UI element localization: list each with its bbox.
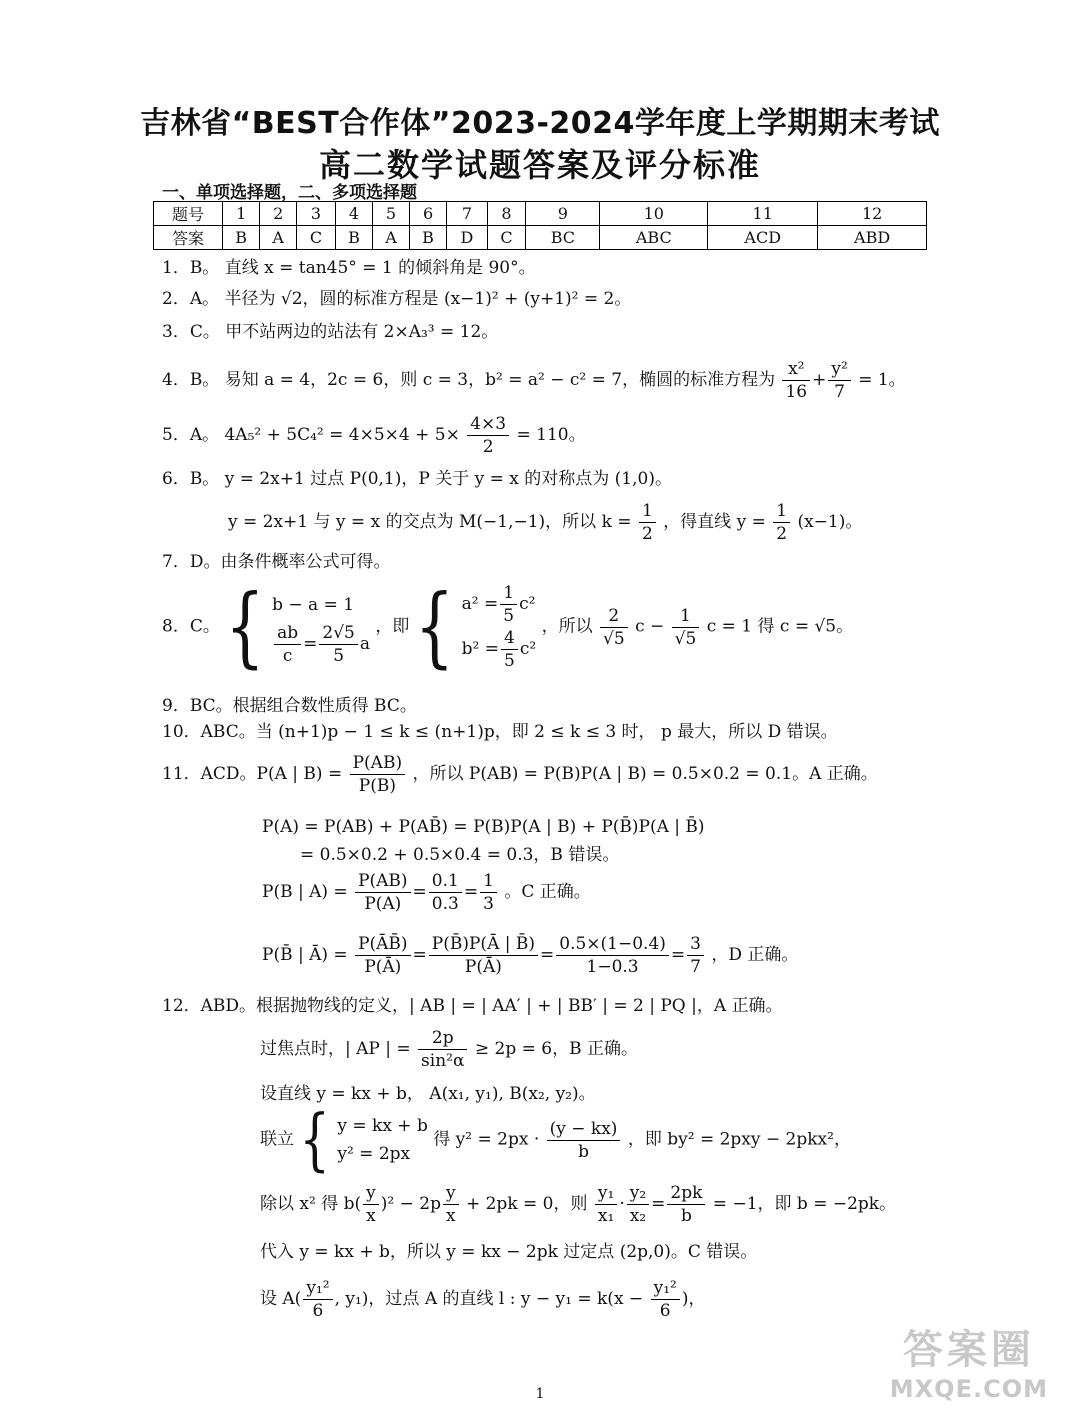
solution-12-line7 (260, 1277, 705, 1322)
solution-6-line2 (228, 500, 862, 545)
solution-8-text: ，所以 (541, 616, 593, 637)
table-header-answer: 答案 (154, 226, 223, 250)
solution-2: 2．A。 半径为 √2，圆的标准方程是 (x−1)² + (y+1)² = 2。 (162, 289, 632, 309)
fraction: $\frac{1}{5}$ (500, 582, 517, 627)
table-cell: D (447, 226, 487, 250)
table-cell: 2 (260, 202, 297, 226)
fraction: $\frac{1}{√5}$ (672, 605, 700, 650)
fraction: $\frac{\text{y₁²}}{6}$ (303, 1277, 332, 1322)
fraction: $\frac{y}{x}$ (443, 1182, 459, 1227)
solution-12-text: , y₁)，过点 A 的直线 l : y − y₁ = k(x − (334, 1289, 644, 1309)
solution-11-line1 (162, 752, 878, 797)
solution-5-text: 5．A。 4A₅² + 5C₄² = 4×5×4 + 5× (162, 425, 460, 445)
fraction: $\frac{ab}{c}$ (274, 622, 301, 667)
solution-6-text: y = 2x+1 与 y = x 的交点为 M(−1,−1)，所以 k = (228, 512, 632, 532)
table-row-numbers (154, 202, 927, 226)
solution-12-text: ，即 by² = 2pxy − 2pkx²， (627, 1129, 851, 1150)
solution-11-text: P(B | A) = (262, 882, 348, 902)
solution-12-line2 (260, 1027, 638, 1072)
solution-12-text: 得 y² = 2px · (433, 1129, 540, 1150)
solution-6-end: (x−1)。 (797, 512, 863, 532)
fraction: $\frac{y}{x}$ (363, 1182, 379, 1227)
table-cell: 4 (335, 202, 372, 226)
solution-12-text: )² − 2p (380, 1194, 441, 1214)
watermark-logo (890, 1318, 1048, 1403)
variable: a (359, 633, 370, 654)
table-cell: 7 (447, 202, 487, 226)
table-cell: C (297, 226, 336, 250)
table-cell: 5 (373, 202, 410, 226)
fraction: $\frac{\text{y²}}{7}$ (828, 358, 850, 403)
table-cell: B (409, 226, 446, 250)
watermark-text: 答案圈 (902, 1327, 1035, 1373)
equation: b − a = 1 (272, 594, 355, 615)
rhs: c² (519, 594, 536, 614)
solution-8-text: c − (635, 616, 665, 637)
table-cell: 6 (409, 202, 446, 226)
fraction: $\frac{(y - kx)}{b}$ (547, 1118, 621, 1163)
solution-4: 4．B。 易知 a = 4，2c = 6，则 c = 3，b² = a² − c² = 7，椭圆的标准方程为 $\frac{\text{x²}}{16}$ + $\frac{\text{y²}}{7}$ = 1。 (162, 359, 906, 402)
table-cell: BC (526, 226, 600, 250)
fraction: $\frac{1}{2}$ (639, 500, 656, 545)
solution-11-text: 。C 正确。 (504, 882, 591, 902)
solution-11-text: 11．ACD。P(A | B) = (162, 764, 343, 784)
fraction: $\frac{4\times 3}{2}$ (467, 413, 509, 458)
solution-11-line2: P(A) = P(AB) + P(AB̄) = P(B)P(A | B) + P(B̄)P(A | B̄) (262, 817, 705, 837)
fraction: $\frac{2}{√5}$ (600, 605, 628, 650)
fraction: $\frac{4}{5}$ (501, 627, 518, 672)
equation (272, 622, 370, 667)
fraction: $\frac{\text{y₁²}}{6}$ (651, 1277, 680, 1322)
solution-7: 7．D。由条件概率公式可得。 (162, 552, 391, 572)
fraction: $\frac{\text{y₂}}{\text{x₂}}$ (627, 1182, 649, 1227)
table-cell: 9 (526, 202, 600, 226)
fraction: $\frac{\text{x²}}{16}$ (782, 358, 810, 403)
solution-9: 9．BC。根据组合数性质得 BC。 (162, 696, 417, 716)
table-cell: A (260, 226, 297, 250)
table-row-answers (154, 226, 927, 250)
solution-11-text: ，所以 P(AB) = P(B)P(A | B) = 0.5×0.2 = 0.1。A 正确。 (412, 764, 878, 784)
table-cell: B (335, 226, 372, 250)
table-cell: 10 (600, 202, 708, 226)
fraction: $\frac{2√5}{5}$ (319, 622, 357, 667)
solution-12-text: = −1，即 b = −2pk。 (712, 1194, 897, 1214)
solution-12-line6: 代入 y = kx + b，所以 y = kx − 2pk 过定点 (2p,0)。C 错误。 (260, 1242, 758, 1262)
solution-3: 3．C。 甲不站两边的站法有 2×A₃³ = 12。 (162, 322, 499, 342)
table-cell: ACD (708, 226, 818, 250)
lhs: a² = (461, 594, 499, 614)
table-cell: A (373, 226, 410, 250)
fraction: $\frac{2p}{\text{sin²α}}$ (418, 1027, 467, 1072)
section-heading: 一、单项选择题，二、多项选择题 (162, 183, 417, 203)
solution-8-text: ，即 (375, 616, 410, 637)
fraction: $\frac{3}{7}$ (687, 933, 704, 978)
table-cell: 3 (297, 202, 336, 226)
solution-12-text: ≥ 2p = 6，B 正确。 (474, 1039, 638, 1059)
exam-title: 吉林省“BEST合作体”2023-2024学年度上学期期末考试 (140, 106, 940, 141)
table-cell: B (223, 226, 260, 250)
watermark-url: MXQE.COM (889, 1375, 1048, 1403)
brace-icon: { (225, 575, 265, 678)
solution-11-line3: = 0.5×0.2 + 0.5×0.4 = 0.3，B 错误。 (300, 845, 620, 865)
solution-12-text: 过焦点时，| AP | = (260, 1039, 411, 1059)
equation: y = kx + b (337, 1116, 428, 1136)
table-cell: 12 (818, 202, 927, 226)
rhs: c² (519, 639, 537, 659)
solution-11-text: ，D 正确。 (711, 945, 799, 965)
solution-6-line1: 6．B。 y = 2x+1 过点 P(0,1)，P 关于 y = x 的对称点为 (1,0)。 (162, 469, 672, 489)
table-cell: C (487, 226, 526, 250)
solution-1: 1．B。 直线 x = tan45° = 1 的倾斜角是 90°。 (162, 258, 536, 278)
solution-12-text: 除以 x² 得 b( (260, 1194, 362, 1214)
solution-5-end: = 110。 (516, 425, 586, 445)
equals: = (303, 633, 318, 654)
exam-subtitle: 高二数学试题答案及评分标准 (318, 146, 761, 184)
solution-8-label: 8．C。 (162, 616, 220, 637)
solution-12-line1: 12．ABD。根据抛物线的定义，| AB | = | AA′ | + | BB′ | = 2 | PQ |，A 正确。 (162, 996, 783, 1016)
equation-system (272, 588, 370, 667)
solution-12-text: 联立 (260, 1129, 294, 1150)
equation-system (462, 582, 537, 672)
fraction: $\frac{1}{3}$ (480, 870, 497, 915)
fraction: $\frac{P(AB)}{P(B)}$ (350, 752, 405, 797)
fraction: $\frac{2pk}{b}$ (667, 1182, 705, 1227)
fraction: $\frac{1}{2}$ (773, 500, 790, 545)
solution-11-text: P(B̄ | Ā) = (262, 945, 348, 965)
solution-12-text: )， (681, 1289, 706, 1309)
brace-icon: { (299, 1100, 330, 1180)
solution-11-line5: P(B̄ | Ā) = $\frac{P(ĀB̄)}{P(Ā)}$ = $\frac{P(B̄)P(Ā | B̄)}{P(Ā)}$ = $\frac{0.5\times(1-0.4)}{1-0.3}$ = $\frac{3}{7}$ ，D 正确。 (262, 934, 799, 977)
solution-10: 10．ABC。当 (n+1)p − 1 ≤ k ≤ (n+1)p，即 2 ≤ k ≤ 3 时， p 最大，所以 D 错误。 (162, 722, 838, 742)
lhs: b² = (461, 639, 500, 659)
solution-4-text: 4．B。 易知 a = 4，2c = 6，则 c = 3，b² = a² − c² = 7，椭圆的标准方程为 (162, 370, 776, 390)
solution-8-end: c = 1 得 c = √5。 (706, 616, 854, 637)
solution-12-line4 (260, 1100, 851, 1180)
solution-12-line5: 除以 x² 得 b( $\frac{y}{x}$ )² − 2p $\frac{y}{x}$ + 2pk = 0，则 $\frac{\text{y₁}}{\text{x₁}}$ · $\frac{\text{y₂}}{\text{x₂}}$ = $\frac{2pk}{b}$ = −1，即 b = −2pk。 (260, 1183, 897, 1226)
solution-8 (162, 575, 854, 678)
table-cell: 8 (487, 202, 526, 226)
table-cell: 1 (223, 202, 260, 226)
table-cell: ABD (818, 226, 927, 250)
fraction: $\frac{P(ĀB̄)}{P(Ā)}$ (355, 933, 410, 978)
solution-6-text: ，得直线 y = (663, 512, 766, 532)
solution-11-line4: P(B | A) = $\frac{P(AB)}{P(A)}$ = $\frac{0.1}{0.3}$ = $\frac{1}{3}$ 。C 正确。 (262, 871, 591, 914)
fraction: $\frac{P(AB)}{P(A)}$ (355, 870, 410, 915)
brace-icon: { (414, 575, 455, 678)
fraction: $\frac{0.5\times(1-0.4)}{1-0.3}$ (556, 933, 669, 978)
fraction: $\frac{0.1}{0.3}$ (429, 870, 462, 915)
solution-12-text: 设 A( (260, 1289, 302, 1309)
solution-12-text: + 2pk = 0，则 (465, 1194, 588, 1214)
fraction: $\frac{\text{y₁}}{\text{x₁}}$ (595, 1182, 617, 1227)
equation-system (337, 1112, 427, 1168)
solution-12-line3: 设直线 y = kx + b， A(x₁, y₁), B(x₂, y₂)。 (260, 1084, 596, 1104)
equation (462, 627, 537, 672)
equation: y² = 2px (337, 1144, 411, 1164)
equation (462, 582, 537, 627)
table-cell: 11 (708, 202, 818, 226)
table-cell: ABC (600, 226, 708, 250)
answer-table (153, 201, 927, 250)
page-number: 1 (535, 1386, 545, 1402)
table-header-number: 题号 (154, 202, 223, 226)
fraction: $\frac{P(B̄)P(Ā | B̄)}{P(Ā)}$ (429, 933, 538, 978)
solution-4-end: = 1。 (858, 370, 906, 390)
solution-5 (162, 413, 586, 458)
